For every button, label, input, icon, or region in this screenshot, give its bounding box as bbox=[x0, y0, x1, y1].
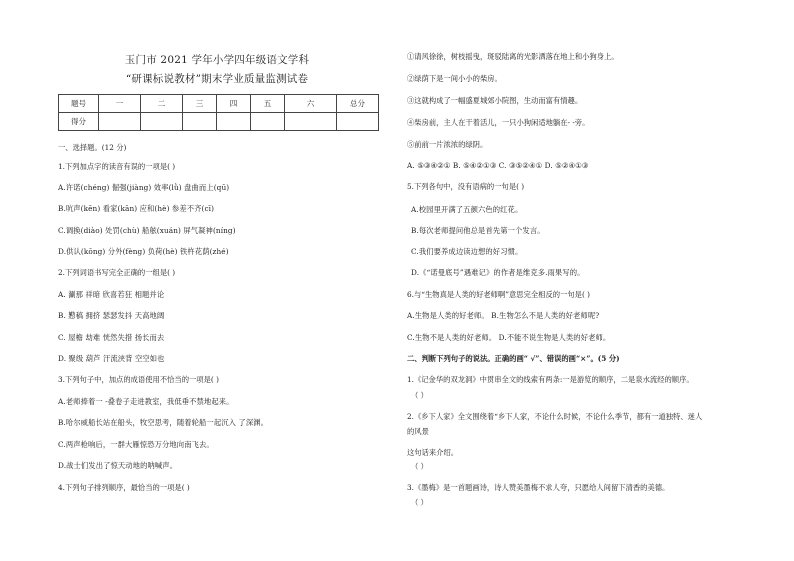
question-stem: 5.下列各句中，没有语病的一句是( ) bbox=[407, 182, 525, 191]
table-cell: 五 bbox=[251, 95, 285, 113]
option-line: B. 懃稿 拥挤 瑟瑟发抖 天高地阔 bbox=[58, 311, 165, 320]
score-input-cell[interactable] bbox=[337, 113, 379, 131]
score-input-cell[interactable] bbox=[251, 113, 285, 131]
table-cell: 二 bbox=[141, 95, 183, 113]
option-line: C.生物不是人类的好老师。 D.不能不说生物是人类的好老师。 bbox=[407, 333, 611, 342]
sentence-line: ②绿荫下是一间小小的柴房。 bbox=[407, 74, 502, 83]
score-input-cell[interactable] bbox=[99, 113, 141, 131]
option-line: C.我们要养成边读边想的好习惯。 bbox=[411, 247, 523, 256]
table-cell: 六 bbox=[285, 95, 337, 113]
option-line: C.调换(diào) 处罚(chù) 船舷(xuán) 屏气凝神(níng) bbox=[58, 226, 236, 235]
option-line: A. 涮那 祥暗 欣喜若狂 相题并论 bbox=[58, 290, 165, 299]
option-line: C. 屋檐 劫难 恍然失措 扬长而去 bbox=[58, 333, 165, 342]
option-line: A.生物是人类的好老师。 B.生物怎么不是人类的好老师呢? bbox=[407, 311, 600, 320]
sentence-line: ①请风徐徐，树枝摇曳，斑驳陆离的光影洒落在地上和小狗身上。 bbox=[407, 52, 619, 61]
question-stem: 1.下列加点字的读音有误的一项是( ) bbox=[58, 162, 176, 171]
option-line: A.许诺(chéng) 倔强(jiàng) 效率(lǜ) 盘曲而上(qū) bbox=[58, 183, 230, 192]
question-stem: 6.与“生物真是人类的好老师啊”意思完全相反的一句是( ) bbox=[407, 290, 590, 299]
table-cell: 题号 bbox=[59, 95, 99, 113]
question-stem: 3.下列句子中，加点的成语使用不恰当的一项是( ) bbox=[58, 375, 219, 384]
option-line: D. 聚级 葫芦 汗流浃背 空空如也 bbox=[58, 354, 165, 363]
question-stem: 2.下列词语书写完全正确的一组是( ) bbox=[58, 268, 176, 277]
sentence-line: ③这就构成了一幅盛夏城郊小院图，生动而富有情趣。 bbox=[407, 96, 583, 105]
table-cell: 三 bbox=[183, 95, 217, 113]
question-stem: 1.《记金华的双龙洞》中贯串全文的线索有两条:一是游览的顺序，二是泉水流经的顺序。 bbox=[407, 375, 694, 384]
table-cell: 得分 bbox=[59, 113, 99, 131]
question-stem: 4.下列句子排列顺序，最恰当的一项是( ) bbox=[58, 483, 190, 492]
section-heading: 一、选择题。(12 分) bbox=[58, 143, 127, 152]
option-line: A. ⑤③④②① B. ⑤④②①③ C. ③⑤②④① D. ⑤②④①③ bbox=[407, 161, 589, 170]
answer-paren[interactable]: （ ） bbox=[411, 498, 428, 507]
table-cell: 一 bbox=[99, 95, 141, 113]
option-line: B.哈尔威船长站在船头，牧空思考，随着轮船一起沉入 了深渊。 bbox=[58, 418, 269, 427]
question-stem-continuation: 这句话来介绍。 bbox=[407, 448, 459, 457]
option-line: B.吭声(kēn) 看家(kān) 应和(hè) 参差不齐(cī) bbox=[58, 204, 215, 213]
score-input-cell[interactable] bbox=[285, 113, 337, 131]
option-line: D.战士们发出了惊天动地的呐喊声。 bbox=[58, 461, 178, 470]
option-line: A.校园里开满了五颜六色的红花。 bbox=[411, 205, 523, 214]
question-stem: 2.《乡下人家》全文围绕着“乡下人家，不论什么时候，不论什么季节，都有一道独特、迷人 bbox=[407, 412, 703, 421]
section-heading: 二、判断下列句子的说法。正确的画“ √”、错误的画“×”。(5 分) bbox=[407, 354, 620, 363]
option-line: D.供认(kōng) 分外(fèng) 负荷(hè) 铁杵花荫(zhé) bbox=[58, 247, 229, 256]
score-table bbox=[58, 94, 379, 131]
exam-title-line-1: 玉门市 2021 学年小学四年级语文学科 bbox=[124, 54, 310, 66]
option-line: B.每次老师提问他总是首先第一个发言。 bbox=[411, 226, 545, 235]
score-table-score-row bbox=[59, 113, 379, 131]
option-line: A.老师捧着一 -叠卷子走进教室，我低垂不禁地起来。 bbox=[58, 397, 234, 406]
table-cell: 四 bbox=[217, 95, 251, 113]
sentence-line: ④柴房前，主人在干着活儿，一只小狗闲适地躺在- -旁。 bbox=[407, 118, 590, 127]
sentence-line: ⑤前前一片浓浓的绿阴。 bbox=[407, 140, 488, 149]
option-line: C.两声枪响后，一群大雁惊恐万分地向南飞去。 bbox=[58, 440, 214, 449]
exam-title-line-2: “研课标说教材”期末学业质量监测试卷 bbox=[125, 73, 309, 85]
answer-paren[interactable]: （ ） bbox=[411, 462, 428, 471]
question-stem: 3.《墨梅》是一首题画诗，诗人赞美墨梅不求人夸，只愿给人间留下清香的美德。 bbox=[407, 483, 670, 492]
answer-paren[interactable]: （ ） bbox=[411, 391, 428, 400]
score-input-cell[interactable] bbox=[141, 113, 183, 131]
table-cell: 总分 bbox=[337, 95, 379, 113]
question-stem-continuation: 的风景 bbox=[407, 427, 429, 436]
score-table-header-row bbox=[59, 95, 379, 113]
score-input-cell[interactable] bbox=[217, 113, 251, 131]
option-line: D.《“诺曼底号”遇难记》的作者是维克多.雨果写的。 bbox=[411, 268, 585, 277]
score-input-cell[interactable] bbox=[183, 113, 217, 131]
